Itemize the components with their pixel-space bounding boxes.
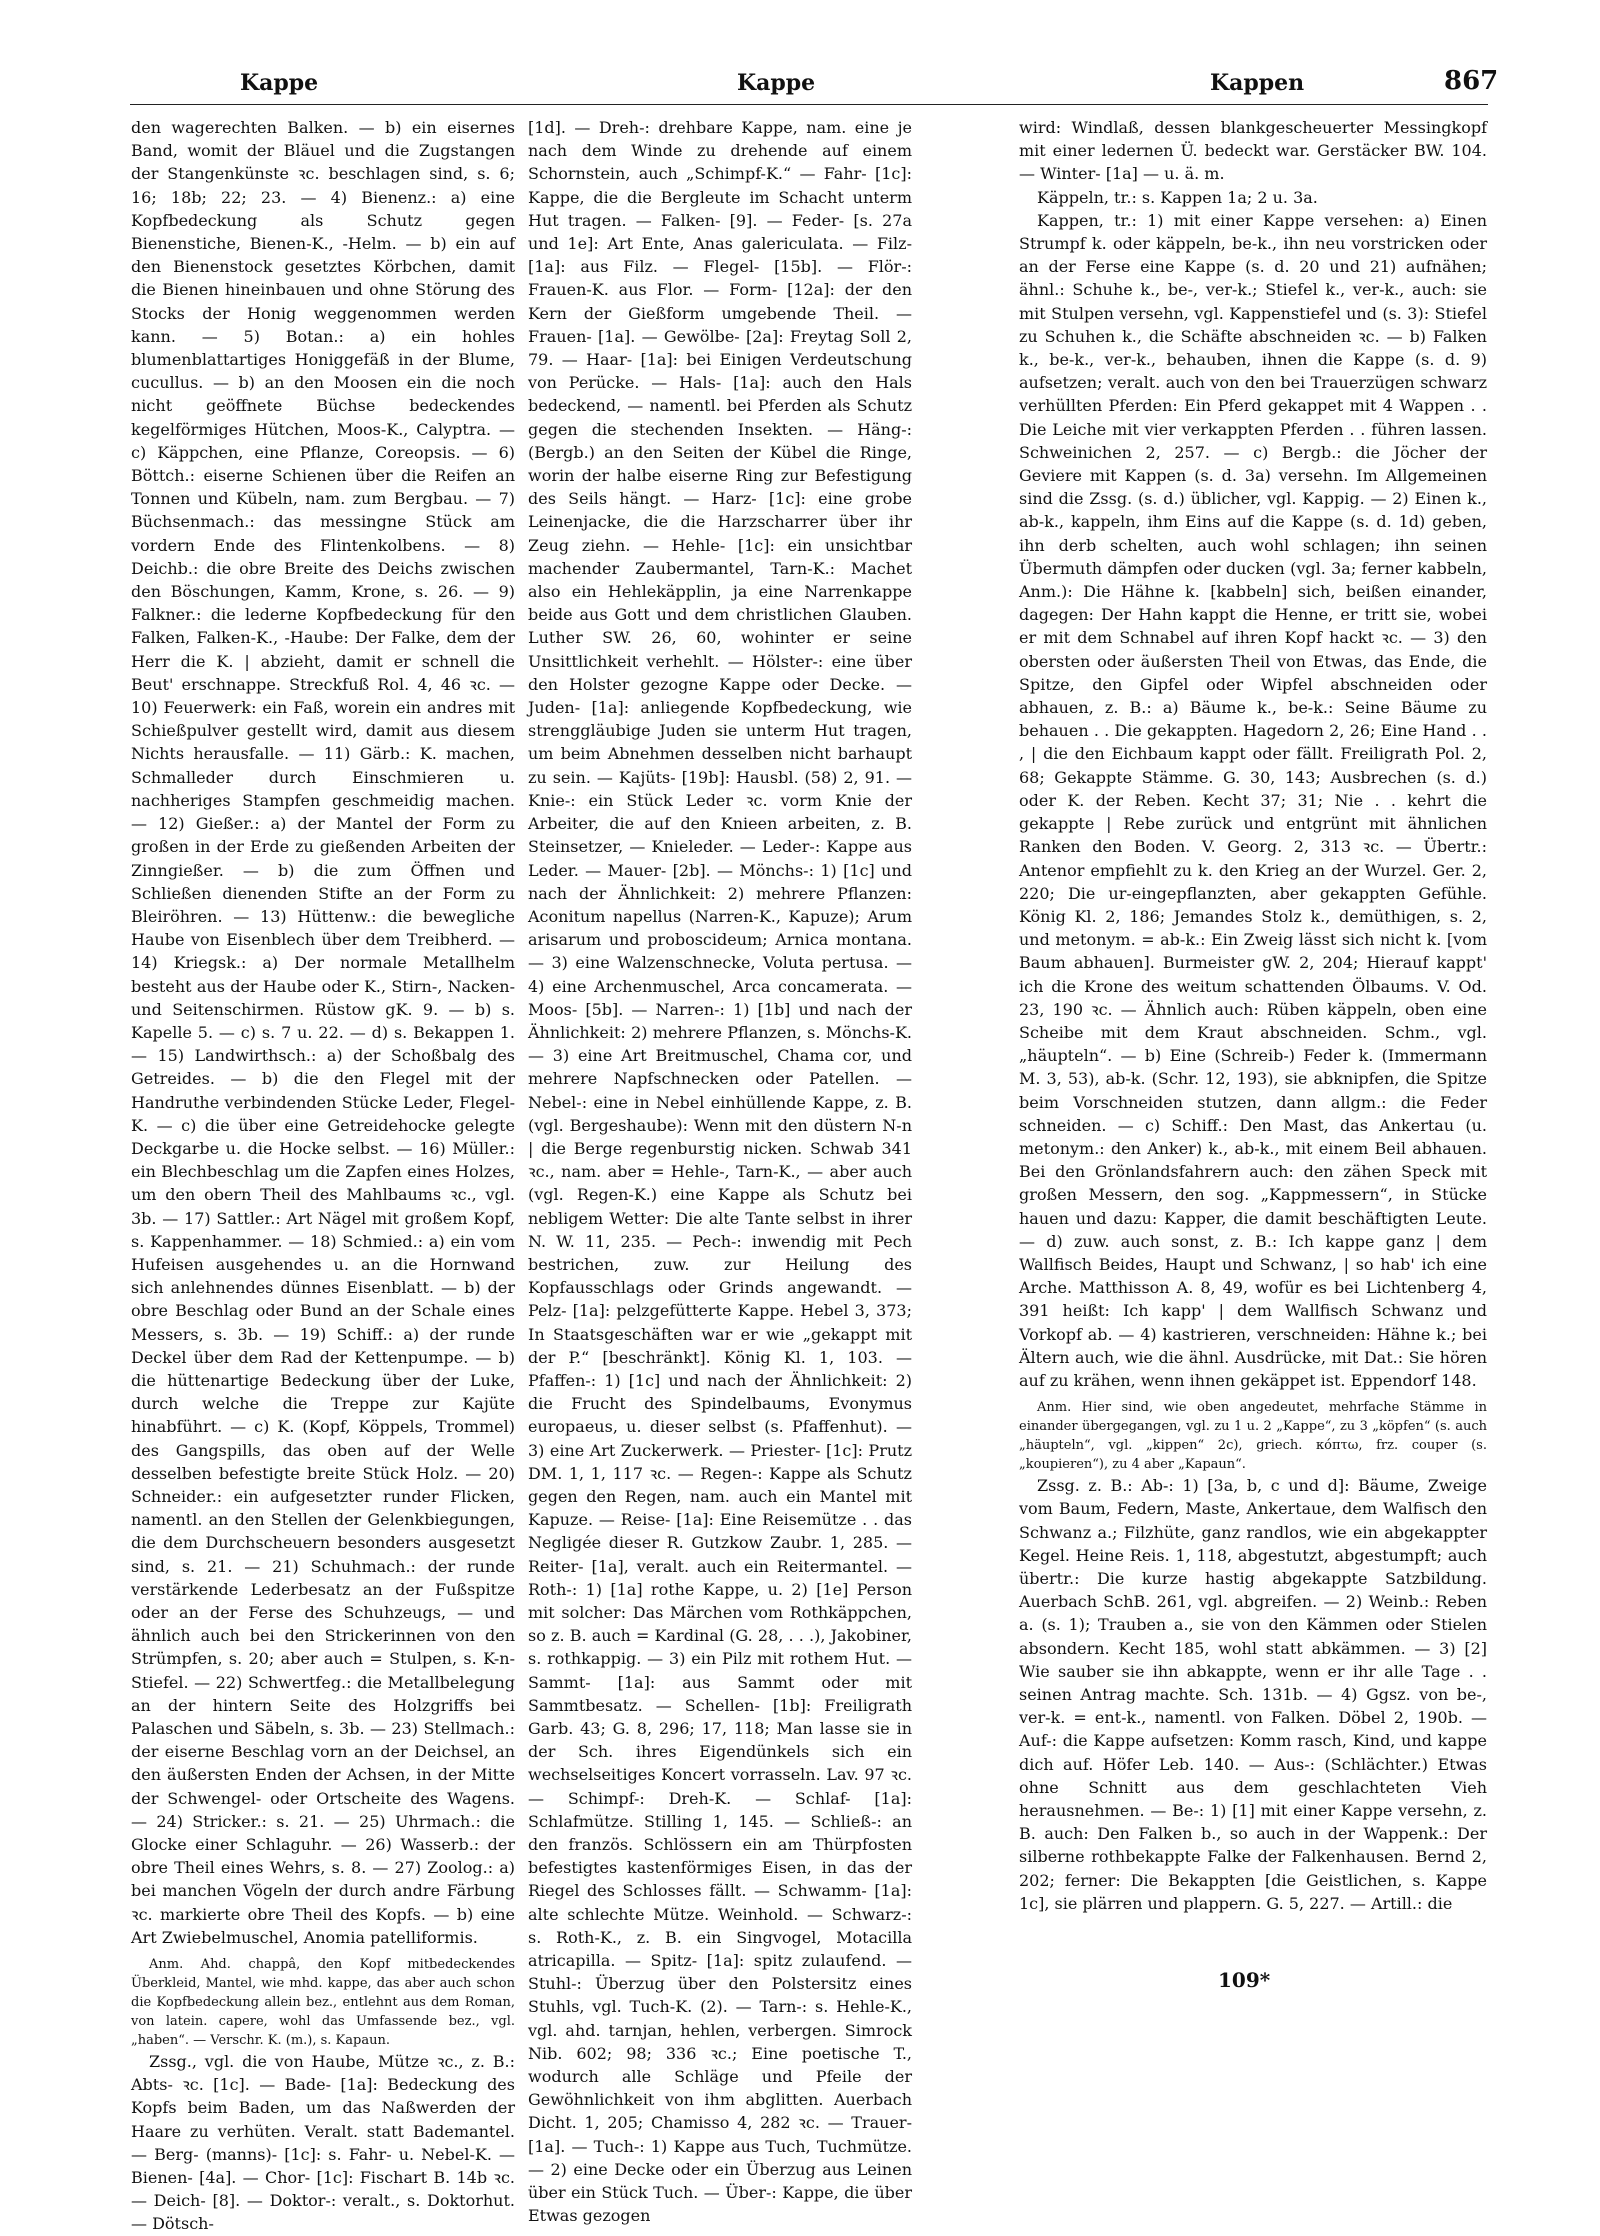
column-2 — [528, 116, 912, 2226]
compounds-continued: [1d]. — Dreh-: drehbare Kappe, nam. eine je nach dem Winde zu drehende auf einem Schornstein, auch „Schimpf-K.“ — Fahr- [1c]: Kappe, die die Bergleute im Schacht unterm Hut tragen. — Falken- [9]. — Feder- [s. 27a und 1e]: Art Ente, Anas galericulata. — Filz- [1a]: aus Filz. — Flegel- [15b]. — Flör-: Frauen-K. aus Flor. — Form- [12a]: der den Kern der Gießform umgebende Theil. — Frauen- [1a]. — Gewölbe- [2a]: Freytag Soll 2, 79. — Haar- [1a]: bei Einigen Verdeutschung von Perücke. — Hals- [1a]: auch den Hals bedeckend, — namentl. bei Pferden als Schutz gegen die stechenden Insekten. — Häng-: (Bergb.) an den Seiten der Kübel die Ringe, worin der halbe eiserne Ring zur Befestigung des Seils hängt. — Harz- [1c]: eine grobe Leinenjacke, die die Harzscharrer über ihr Zeug ziehn. — Hehle- [1c]: ein unsichtbar machender Zaubermantel, Tarn-K.: Machet also ein Hehlekäpplin, ja eine Narrenkappe beide aus Gott und dem christlichen Glauben. Luther SW. 26, 60, wohinter er seine Unsittlichkeit verhehlt. — Hölster-: eine über den Holster gezogne Kappe oder Decke. — Juden- [1a]: anliegende Kopfbedeckung, wie strenggläubige Juden sie unterm Hut tragen, um beim Abnehmen desselben nicht barhaupt zu sein. — Kajüts- [19b]: Hausbl. (58) 2, 91. — Knie-: ein Stück Leder ꝛc. vorm Knie der Arbeiter, die auf den Knieen arbeiten, z. B. Steinsetzer, — Knieleder. — Leder-: Kappe aus Leder. — Mauer- [2b]. — Mönchs-: 1) [1c] und nach der Ähnlichkeit: 2) mehrere Pflanzen: Aconitum napellus (Narren-K., Kapuze); Arum arisarum und proboscideum; Arnica montana. — 3) eine Walzenschnecke, Voluta pertusa. — 4) eine Archenmuschel, Arca concamerata. — Moos- [5b]. — Narren-: 1) [1b] und nach der Ähnlichkeit: 2) mehrere Pflanzen, s. Mönchs-K. — 3) eine Art Breitmuschel, Chama cor, und mehrere Napfschnecken oder Patellen. — Nebel-: eine in Nebel einhüllende Kappe, z. B. (vgl. Bergeshaube): Wenn mit den düstern N-n | die Berge regenburstig nicken. Schwab 341 ꝛc., nam. aber = Hehle-, Tarn-K., — aber auch (vgl. Regen-K.) eine Kappe als Schutz bei nebligem Wetter: Die alte Tante selbst in ihrer N. W. 11, 235. — Pech-: inwendig mit Pech bestrichen, zuw. zur Heilung des Kopfausschlags oder Grinds angewandt. — Pelz- [1a]: pelzgefütterte Kappe. Hebel 3, 373; In Staatsgeschäften war er wie „gekappt mit der P.“ [beschränkt]. König Kl. 1, 103. — Pfaffen-: 1) [1c] und nach der Ähnlichkeit: 2) die Frucht des Spindelbaums, Evonymus europaeus, u. dieser selbst (s. Pfaffenhut). — 3) eine Art Zuckerwerk. — Priester- [1c]: Prutz DM. 1, 1, 117 ꝛc. — Regen-: Kappe als Schutz gegen den Regen, nam. auch ein Mantel mit Kapuze. — Reise- [1a]: Eine Reisemütze . . das Negligée dieser R. Gutzkow Zaubr. 1, 285. — Reiter- [1a], veralt. auch ein Reitermantel. — Roth-: 1) [1a] rothe Kappe, u. 2) [1e] Person mit solcher: Das Märchen vom Rothkäppchen, so z. B. auch = Kardinal (G. 28, . . .), Jakobiner, s. rothkappig. — 3) ein Pilz mit rothem Hut. — Sammt- [1a]: aus Sammt oder mit Sammtbesatz. — Schellen- [1b]: Freiligrath Garb. 43; G. 8, 296; 17, 118; Man lasse sie in der Sch. ihres Eigendünkels sich ein wechselseitiges Koncert vorrasseln. Lav. 97 ꝛc. — Schimpf-: Dreh-K. — Schlaf- [1a]: Schlafmütze. Stilling 1, 145. — Schließ-: an den französ. Schlössern ein am Thürpfosten befestigtes kastenförmiges Eisen, in das der Riegel des Schlosses fällt. — Schwamm- [1a]: alte schlechte Mütze. Weinhold. — Schwarz-: s. Roth-K., z. B. ein Singvogel, Motacilla atricapilla. — Spitz- [1a]: spitz zulaufend. — Stuhl-: Überzug über den Polstersitz eines Stuhls, vgl. Tuch-K. (2). — Tarn-: s. Hehle-K., vgl. ahd. tarnjan, hehlen, verbergen. Simrock Nib. 602; 98; 336 ꝛc.; Eine poetische T., wodurch alle Schläge und Pfeile der Gewöhnlichkeit von ihm abglitten. Auerbach Dicht. 1, 205; Chamisso 4, 282 ꝛc. — Trauer- [1a]. — Tuch-: 1) Kappe aus Tuch, Tuchmütze. — 2) eine Decke oder ein Überzug aus Leinen über ein Stück Tuch. — Über-: Kappe, die über Etwas gezogen — [528, 118, 912, 2226]
signature-mark: 109* — [1218, 1968, 1271, 1992]
running-head-right: Kappen — [1210, 70, 1305, 96]
etymology-note: Anm. Ahd. chappâ, den Kopf mitbedeckendes Überkleid, Mantel, wie mhd. kappe, das aber auch schon die Kopfbedeckung allein bez., entlehnt aus dem Roman, von latein. capere, wohl das Umfassende bez., vgl. „haben“. — Verschr. K. (m.), s. Kapaun. — [131, 1957, 515, 2049]
entry-kaeppeln: Käppeln, tr.: s. Kappen 1a; 2 u. 3a. — [1037, 187, 1318, 207]
running-head-left: Kappe — [240, 70, 319, 96]
etymology-note-kappen: Anm. Hier sind, wie oben angedeutet, mehrfache Stämme in einander übergegangen, vgl. zu 1 u. 2 „Kappe“, zu 3 „köpfen“ (s. auch „häupteln“, vgl. „kippen“ 2c), griech. κόπτω, frz. couper (s. „koupieren“), zu 4 aber „Kapaun“. — [1019, 1400, 1487, 1473]
column-3 — [1019, 116, 1487, 1956]
compounds-end: wird: Windlaß, dessen blankgescheuerter Messingkopf mit einer ledernen Ü. bedeckt war. Gerstäcker BW. 104. — Winter- [1a] — u. ä. m. — [1019, 118, 1487, 184]
compounds-kappen: Zssg. z. B.: Ab-: 1) [3a, b, c und d]: Bäume, Zweige vom Baum, Federn, Maste, Ankertaue, dem Walfisch den Schwanz a.; Filzhüte, ganz randlos, wie ein abgekappter Kegel. Heine Reis. 1, 118, abgestutzt, abgestumpft; auch übertr.: Die kurze hastig abgekappte Satzbildung. Auerbach SchB. 261, vgl. abgreifen. — 2) Weinb.: Reben a. (s. 1); Trauben a., sie von den Kämmen oder Stielen absondern. Kecht 185, wohl statt abkämmen. — 3) [2] Wie sauber sie ihn abkappte, wenn er ihr alle Tage . . seinen Antrag machte. Sch. 131b. — 4) Ggsz. von be-, ver-k. = ent-k., namentl. von Falken. Döbel 2, 190b. — Auf-: die Kappe aufsetzen: Komm rasch, Kind, und kappe dich auf. Höfer Leb. 140. — Aus-: (Schlächter.) Etwas ohne Schnitt aus dem geschlachteten Vieh herausnehmen. — Be-: 1) [1] mit einer Kappe versehn, z. B. auch: Den Falken b., so auch in der Wappenk.: Der silberne rothbekappte Falke der Falkenhausen. Bernd 2, 202; ferner: Die Bekappten [die Geistlichen, s. Kappe 1c], sie plärren und plappern. G. 5, 227. — Artill.: die — [1019, 1476, 1487, 1913]
entry-kappen: Kappen, tr.: 1) mit einer Kappe versehen: a) Einen Strumpf k. oder käppeln, be-k., ihn neu vorstricken oder an der Ferse eine Kappe (s. d. 20 und 21) aufnähen; ähnl.: Schuhe k., be-, ver-k.; Stiefel k., ver-k., auch: sie mit Stulpen versehn, vgl. Kappenstiefel und (s. 3): Stiefel zu Schuhen k., die Schäfte abschneiden ꝛc. — b) Falken k., be-k., ver-k., behauben, ihnen die Kappe (s. d. 9) aufsetzen; veralt. auch von den bei Trauerzügen schwarz verhüllten Pferden: Ein Pferd gekappet mit 4 Wappen . . Die Leiche mit vier verkappten Pferden . . führen lassen. Schweinichen 2, 257. — c) Bergb.: die Jöcher der Geviere mit Kappen (s. d. 3a) versehn. Im Allgemeinen sind die Zssg. (s. d.) üblicher, vgl. Kappig. — 2) Einen k., ab-k., kappeln, ihm Eins auf die Kappe (s. d. 1d) geben, ihn derb schelten, auch wohl schlagen; ihn seinen Übermuth dämpfen oder ducken (vgl. 3a; ferner kabbeln, Anm.): Die Hähne k. [kabbeln] sich, beißen einander, dagegen: Der Hahn kappt die Henne, er tritt sie, wobei er mit dem Schnabel auf ihren Kopf hackt ꝛc. — 3) den obersten oder äußersten Theil von Etwas, das Ende, die Spitze, den Gipfel oder Wipfel abschneiden oder abhauen, z. B.: a) Bäume k., be-k.: Seine Bäume zu behauen . . Die gekappten. Hagedorn 2, 26; Eine Hand . . , | die den Eichbaum kappt oder fällt. Freiligrath Pol. 2, 68; Gekappte Stämme. G. 30, 143; Ausbrechen (s. d.) oder K. der Reben. Kecht 37; 31; Nie . . kehrt die gekappte | Rebe zurück und entgrünt mit ähnlichen Ranken den Boden. V. Georg. 2, 313 ꝛc. — Übertr.: Antenor empfiehlt zu k. den Krieg an der Wurzel. Ger. 2, 220; Die ur-eingepflanzten, aber gekappten Gefühle. König Kl. 2, 186; Jemandes Stolz k., demüthigen, s. 2, und metonym. = ab-k.: Ein Zweig lässt sich nicht k. [vom Baum abhauen]. Burmeister gW. 2, 204; Hierauf kappt' ich die Krone des weitum schattenden Ölbaums. V. Od. 23, 190 ꝛc. — Ähnlich auch: Rüben käppeln, oben eine Scheibe mit dem Kraut abschneiden. Schm., vgl. „häupteln“. — b) Eine (Schreib-) Feder k. (Immermann M. 3, 53), ab-k. (Schr. 12, 193), sie abknipfen, die Spitze beim Vorschneiden stutzen, dann allgm.: die Feder schneiden. — c) Schiff.: Den Mast, das Ankertau (u. metonym.: den Anker) k., ab-k., mit einem Beil abhauen. Bei den Grönlandsfahrern auch: den zähen Speck mit großen Messern, den sog. „Kappmessern“, in Stücke hauen und dazu: Kapper, die damit beschäftigten Leute. — d) zuw. auch sonst, z. B.: Ich kappe ganz | dem Wallfisch Beides, Haupt und Schwanz, | so hab' ich eine Arche. Matthisson A. 8, 49, wofür es bei Lichtenberg 4, 391 heißt: Ich kapp' | dem Wallfisch Schwanz und Vorkopf ab. — 4) kastrieren, verschneiden: Hähne k.; bei Ältern auch, wie die ähnl. Ausdrücke, mit Dat.: Sie hören auf zu krähen, wenn ihnen gekäppet ist. Eppendorf 148. — [1019, 210, 1487, 1390]
running-head-center: Kappe — [737, 70, 816, 96]
column-1 — [131, 116, 515, 2234]
page-number: 867 — [1444, 66, 1499, 96]
header-rule — [130, 104, 1488, 105]
entry-text: den wagerechten Balken. — b) ein eisernes Band, womit der Bläuel und die Zugstangen der Stangenkünste ꝛc. beschlagen sind, s. 6; 16; 18b; 22; 23. — 4) Bienenz.: a) eine Kopfbedeckung als Schutz gegen Bienenstiche, Bienen-K., -Helm. — b) ein auf den Bienenstock gesetztes Körbchen, damit die Bienen hineinbauen und ohne Störung des Stocks der Honig weggenommen werden kann. — 5) Botan.: a) ein hohles blumenblattartiges Honiggefäß in der Blume, cucullus. — b) an den Moosen ein die noch nicht geöffnete Büchse bedeckendes kegelförmiges Hütchen, Moos-K., Calyptra. — c) Käppchen, eine Pflanze, Coreopsis. — 6) Böttch.: eiserne Schienen über die Reifen an Tonnen und Kübeln, nam. zum Bergbau. — 7) Büchsenmach.: das messingne Stück am vordern Ende des Flintenkolbens. — 8) Deichb.: die obre Breite des Deichs zwischen den Böschungen, Kamm, Krone, s. 26. — 9) Falkner.: die lederne Kopfbedeckung für den Falken, Falken-K., -Haube: Der Falke, dem der Herr die K. | abzieht, damit er schnell die Beut' erschnappe. Streckfuß Rol. 4, 46 ꝛc. — 10) Feuerwerk: ein Faß, worein ein andres mit Schießpulver gestellt wird, damit aus diesem Nichts herausfalle. — 11) Gärb.: K. machen, Schmalleder durch Einschmieren u. nachheriges Stampfen geschmeidig machen. — 12) Gießer.: a) der Mantel der Form zu großen in der Erde zu gießenden Arbeiten der Zinngießer. — b) die zum Öffnen und Schließen dienenden Stifte an der Form zu Bleiröhren. — 13) Hüttenw.: die bewegliche Haube von Eisenblech über dem Treibherd. — 14) Kriegsk.: a) Der normale Metallhelm besteht aus der Haube oder K., Stirn-, Nacken- und Seitenschirmen. Rüstow gK. 9. — b) s. Kapelle 5. — c) s. 7 u. 22. — d) s. Bekappen 1. — 15) Landwirthsch.: a) der Schoßbalg des Getreides. — b) die den Flegel mit der Handruthe verbindenden Stücke Leder, Flegel-K. — c) die über eine Getreidehocke gelegte Deckgarbe u. die Hocke selbst. — 16) Müller.: ein Blechbeschlag um die Zapfen eines Holzes, um den obern Theil des Mahlbaums ꝛc., vgl. 3b. — 17) Sattler.: Art Nägel mit großem Kopf, s. Kappenhammer. — 18) Schmied.: a) ein vom Hufeisen ausgehendes u. an die Hornwand sich anlehnendes dünnes Eisenblatt. — b) der obre Beschlag oder Bund an der Schale eines Messers, s. 3b. — 19) Schiff.: a) der runde Deckel über dem Rad der Kettenpumpe. — b) die hüttenartige Bedeckung über der Luke, durch welche die Treppe zur Kajüte hinabführt. — c) K. (Kopf, Köppels, Trommel) des Gangspills, das oben auf der Welle desselben befestigte breite Stück Holz. — 20) Schneider.: ein aufgesetzter runder Flicken, namentl. an den Stellen der Gelenkbiegungen, die dem Durchscheuern besonders ausgesetzt sind, s. 21. — 21) Schuhmach.: der runde verstärkende Lederbesatz an der Fußspitze oder an der Ferse des Schuhzeugs, — und ähnlich auch bei den Strickerinnen von den Strümpfen, s. 20; aber auch = Stulpen, s. K-n-Stiefel. — 22) Schwertfeg.: die Metallbelegung an der hintern Seite des Holzgriffs bei Palaschen und Säbeln, s. 3b. — 23) Stellmach.: der eiserne Beschlag vorn an der Deichsel, an den äußersten Enden der Achsen, in der Mitte der Schwengel- oder Ortscheite des Wagens. — 24) Stricker.: s. 21. — 25) Uhrmach.: die Glocke einer Schlaguhr. — 26) Wasserb.: der obre Theil eines Wehrs, s. 8. — 27) Zoolog.: a) bei manchen Vögeln der durch andre Färbung ꝛc. markierte obre Theil des Kopfs. — b) eine Art Zwiebelmuschel, Anomia patelliformis. — [131, 118, 515, 1947]
compounds-text: Zssg., vgl. die von Haube, Mütze ꝛc., z. B.: Abts- ꝛc. [1c]. — Bade- [1a]: Bedeckung des Kopfs beim Baden, um das Naßwerden der Haare zu verhüten. Veralt. statt Bademantel. — Berg- (manns)- [1c]: s. Fahr- u. Nebel-K. — Bienen- [4a]. — Chor- [1c]: Fischart B. 14b ꝛc. — Deich- [8]. — Doktor-: veralt., s. Doktorhut. — Dötsch- — [131, 2052, 515, 2234]
